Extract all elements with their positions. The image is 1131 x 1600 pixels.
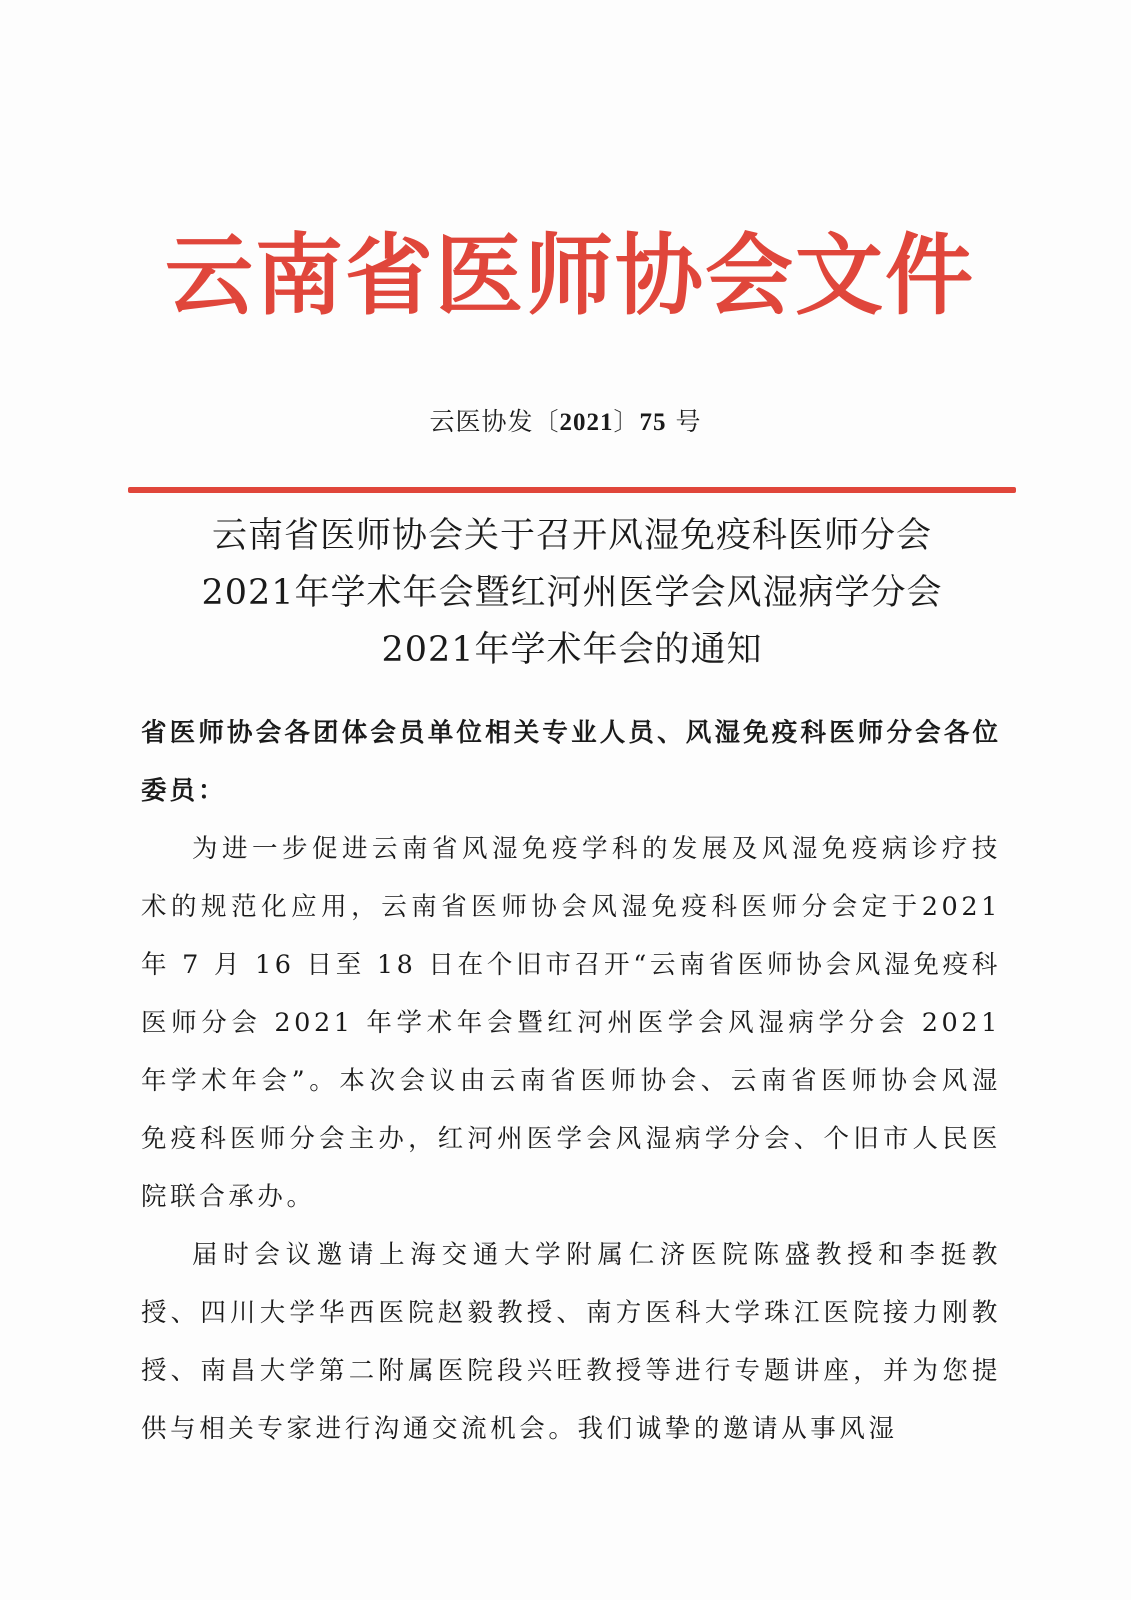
doc-number-bracket: 〕 bbox=[613, 407, 640, 436]
notice-body bbox=[141, 704, 1001, 1458]
notice-title-line: 2021年学术年会暨红河州医学会风湿病学分会 bbox=[201, 573, 943, 613]
document-number bbox=[0, 405, 1131, 440]
masthead-title: 云南省医师协会文件 bbox=[164, 223, 975, 327]
doc-number-suffix: 号 bbox=[666, 407, 702, 436]
doc-number-value: 75 bbox=[639, 409, 667, 436]
notice-title-line: 2021年学术年会的通知 bbox=[381, 630, 763, 670]
notice-title bbox=[128, 508, 1016, 679]
salutation: 省医师协会各团体会员单位相关专业人员、风湿免疫科医师分会各位委员： bbox=[141, 718, 1001, 806]
body-paragraph: 届时会议邀请上海交通大学附属仁济医院陈盛教授和李挺教授、四川大学华西医院赵毅教授、南方医科大学珠江医院接力刚教授、南昌大学第二附属医院段兴旺教授等进行专题讲座，并为您提供与相关专家进行沟通交流机会。我们诚挚的邀请从事风湿 bbox=[141, 1240, 1001, 1444]
body-paragraph: 为进一步促进云南省风湿免疫学科的发展及风湿免疫病诊疗技术的规范化应用，云南省医师协会风湿免疫科医师分会定于2021 年 7 月 16 日至 18 日在个旧市召开“云南省医师协会风湿免疫科医师分会 2021 年学术年会暨红河州医学会风湿病学分会 2021 年学术年会”。本次会议由云南省医师协会、云南省医师协会风湿免疫科医师分会主办，红河州医学会风湿病学分会、个旧市人民医院联合承办。 bbox=[141, 834, 1001, 1212]
doc-number-year: 2021 bbox=[559, 409, 614, 436]
red-separator-rule bbox=[128, 487, 1016, 493]
doc-number-prefix: 云医协发〔 bbox=[429, 407, 560, 436]
notice-title-line: 云南省医师协会关于召开风湿免疫科医师分会 bbox=[211, 516, 932, 556]
